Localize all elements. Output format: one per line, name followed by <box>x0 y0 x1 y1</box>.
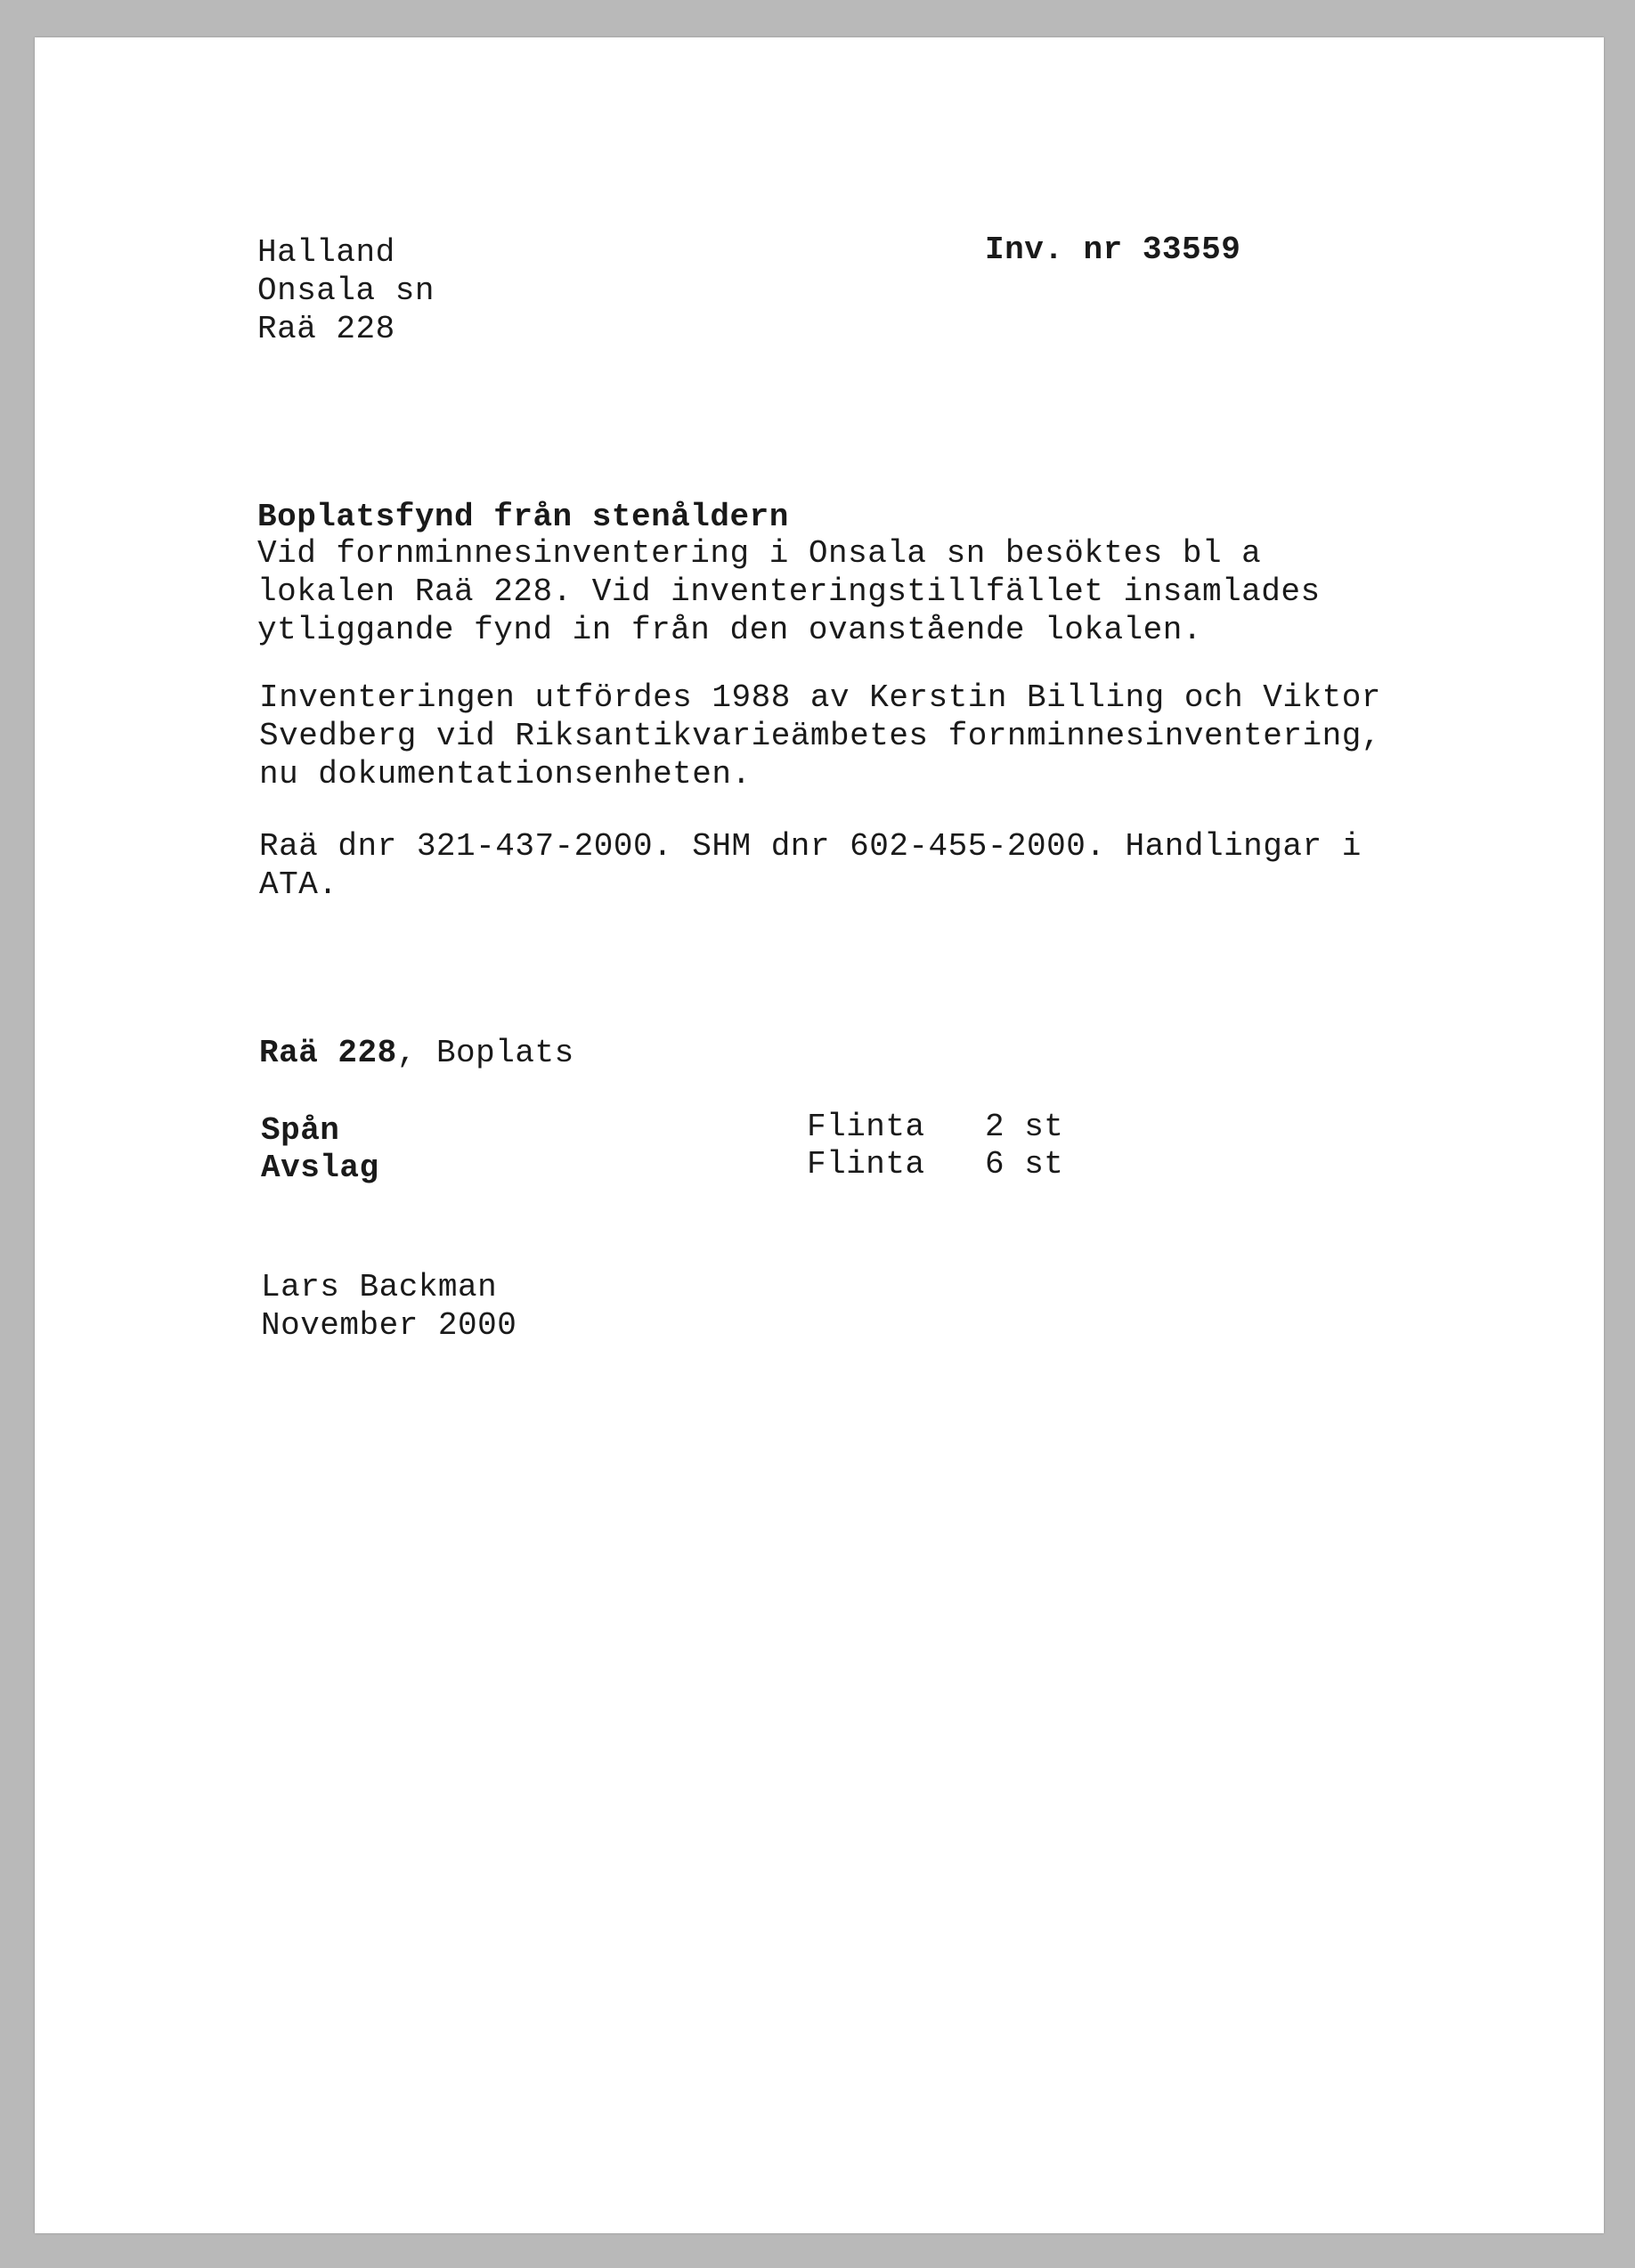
find-material: Flinta <box>807 1146 925 1183</box>
text-line: Inventeringen utfördes 1988 av Kerstin Billing och Viktor <box>259 679 1381 716</box>
paragraph-credits <box>259 679 1381 793</box>
find-material: Flinta <box>807 1109 925 1145</box>
document-heading: Boplatsfynd från stenåldern <box>257 499 789 535</box>
location-block <box>257 233 435 348</box>
find-count: 2 st <box>985 1109 1064 1145</box>
county-line: Halland <box>257 234 395 271</box>
text-line: nu dokumentationsenheten. <box>259 756 752 793</box>
paragraph-references <box>259 827 1362 904</box>
find-object: Avslag <box>261 1150 379 1186</box>
site-label <box>259 1035 574 1072</box>
inventory-number: Inv. nr 33559 <box>985 232 1241 268</box>
find-count: 6 st <box>985 1146 1064 1183</box>
text-line: ATA. <box>259 866 338 903</box>
find-object: Spån <box>261 1112 340 1149</box>
text-line: Raä dnr 321-437-2000. SHM dnr 602-455-2000. Handlingar i <box>259 828 1362 865</box>
text-line: Vid fornminnesinventering i Onsala sn besöktes bl a <box>257 535 1262 572</box>
finds-table <box>261 1111 1151 1191</box>
text-line: ytliggande fynd in från den ovanstående lokalen. <box>257 612 1202 648</box>
signature-block <box>261 1268 517 1345</box>
text-line: lokalen Raä 228. Vid inventeringstillfället insamlades <box>257 573 1321 610</box>
site-name: Raä 228 <box>259 1035 397 1071</box>
parish-line: Onsala sn <box>257 272 435 309</box>
paragraph-survey <box>257 534 1321 649</box>
site-type: Boplats <box>416 1035 574 1071</box>
author-name: Lars Backman <box>261 1269 498 1305</box>
document-date: November 2000 <box>261 1307 517 1344</box>
site-separator: , <box>396 1035 417 1071</box>
text-line: Svedberg vid Riksantikvarieämbetes fornminnesinventering, <box>259 718 1381 754</box>
document-page <box>35 37 1604 2233</box>
site-id-line: Raä 228 <box>257 311 395 347</box>
